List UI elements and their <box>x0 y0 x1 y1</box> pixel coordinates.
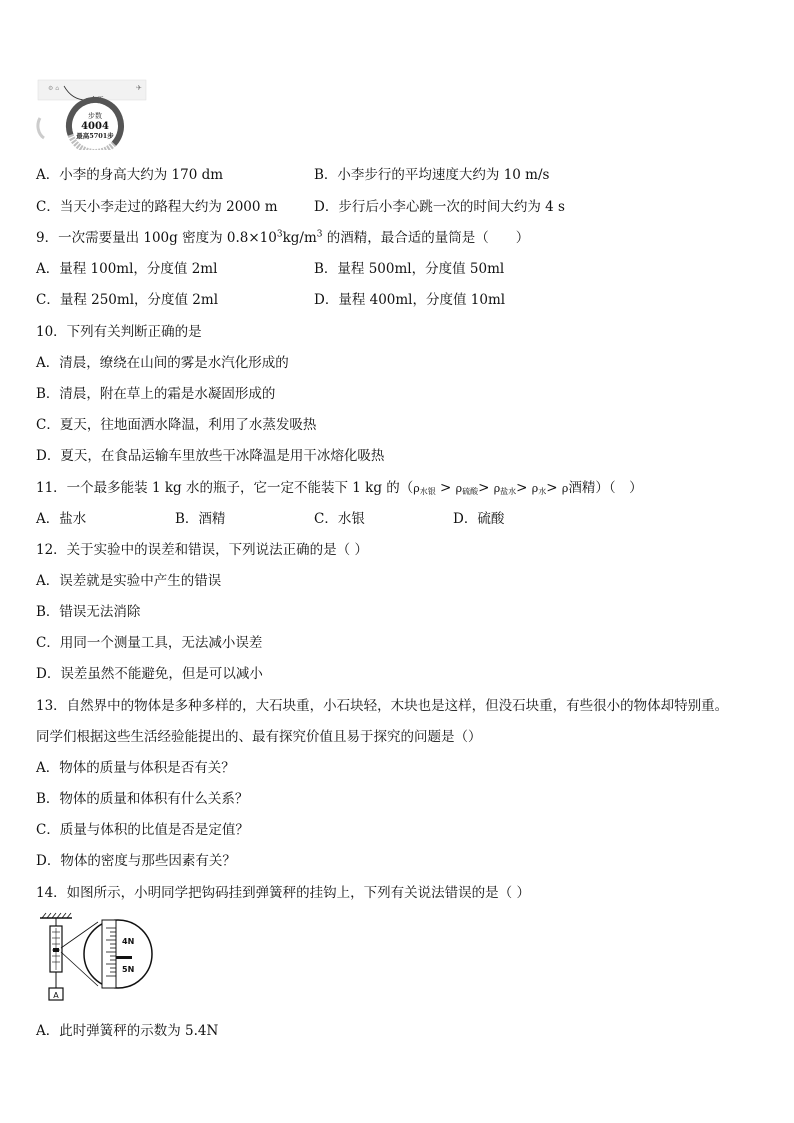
q14-stem: 14．如图所示，小明同学把钩码挂到弹簧秤的挂钩上，下列有关说法错误的是（ ） <box>36 885 530 901</box>
q13-stem-line1: 13．自然界中的物体是多种多样的，大石块重，小石块轻，木块也是这样，但没石块重，有些很小的物体却特别重。 <box>36 698 729 714</box>
q10-option-d: D．夏天，在食品运输车里放些干冰降温是用干冰熔化吸热 <box>36 448 385 464</box>
q12-option-a: A．误差就是实验中产生的错误 <box>36 573 222 589</box>
svg-text:✈: ✈ <box>136 84 142 92</box>
q11-option-d: D．硫酸 <box>453 511 505 527</box>
q11-option-c: C．水银 <box>314 511 365 527</box>
step-label: 步数 <box>88 112 102 120</box>
svg-text:⚙ ⌂: ⚙ ⌂ <box>48 85 60 92</box>
q11-stem: 11．一个最多能装 1 kg 水的瓶子，它一定不能装下 1 kg 的（$\rho_{水银} > \rho_{硫酸}> \rho_{盐水}> \rho_水> \rho$酒精）（ ） <box>36 480 643 496</box>
q10-stem: 10．下列有关判断正确的是 <box>36 324 202 340</box>
scale-label-5n: 5N <box>122 965 135 974</box>
q13-option-c: C．质量与体积的比值是否是定值？ <box>36 822 249 838</box>
q11-option-b: B．酒精 <box>175 511 226 527</box>
q9-option-b: B．量程 500ml，分度值 50ml <box>314 261 505 277</box>
q9-option-d: D．量程 400ml，分度值 10ml <box>314 292 506 308</box>
q12-stem: 12．关于实验中的误差和错误，下列说法正确的是（ ） <box>36 542 368 558</box>
q14-option-a: A．此时弹簧秤的示数为 5.4N <box>36 1023 219 1039</box>
step-count-figure <box>36 78 148 150</box>
q10-option-b: B．清晨，附在草上的霜是水凝固形成的 <box>36 386 276 402</box>
q9-option-a: A．量程 100ml，分度值 2ml <box>36 261 218 277</box>
q13-option-d: D．物体的密度与那些因素有关？ <box>36 853 236 869</box>
q12-option-d: D．误差虽然不能避免，但是可以减小 <box>36 666 263 682</box>
q8-option-b: B．小李步行的平均速度大约为 10 m/s <box>314 167 550 183</box>
step-max: 最高5701步 <box>76 132 114 140</box>
q12-option-c: C．用同一个测量工具，无法减小误差 <box>36 635 263 651</box>
q13-option-b: B．物体的质量和体积有什么关系？ <box>36 791 249 807</box>
q13-option-a: A．物体的质量与体积是否有关？ <box>36 760 235 776</box>
today-label: 今天 <box>90 96 104 104</box>
weight-label: A <box>53 991 59 1000</box>
q10-option-a: A．清晨，缭绕在山间的雾是水汽化形成的 <box>36 355 289 371</box>
q11-option-a: A．盐水 <box>36 511 87 527</box>
scale-label-4n: 4N <box>122 937 135 946</box>
q8-option-c: C．当天小李走过的路程大约为 2000 m <box>36 199 278 215</box>
q8-option-d: D．步行后小李心跳一次的时间大约为 4 s <box>314 199 565 215</box>
q12-option-b: B．错误无法消除 <box>36 604 141 620</box>
spring-scale-icon <box>36 910 156 1005</box>
spring-scale-figure <box>36 910 156 1005</box>
q8-option-a: A．小李的身高大约为 170 dm <box>36 167 224 183</box>
q10-option-c: C．夏天，往地面洒水降温，利用了水蒸发吸热 <box>36 417 317 433</box>
step-count-ring-icon <box>36 78 148 150</box>
q9-option-c: C．量程 250ml，分度值 2ml <box>36 292 219 308</box>
q13-stem-line2: 同学们根据这些生活经验能提出的、最有探究价值且易于探究的问题是（） <box>36 729 482 745</box>
step-count: 4004 <box>81 121 109 132</box>
q9-stem: 9．一次需要量出 100g 密度为 $0.8\times 10^3kg/m^3$ 的酒精，最合适的量筒是（ ） <box>36 229 530 246</box>
